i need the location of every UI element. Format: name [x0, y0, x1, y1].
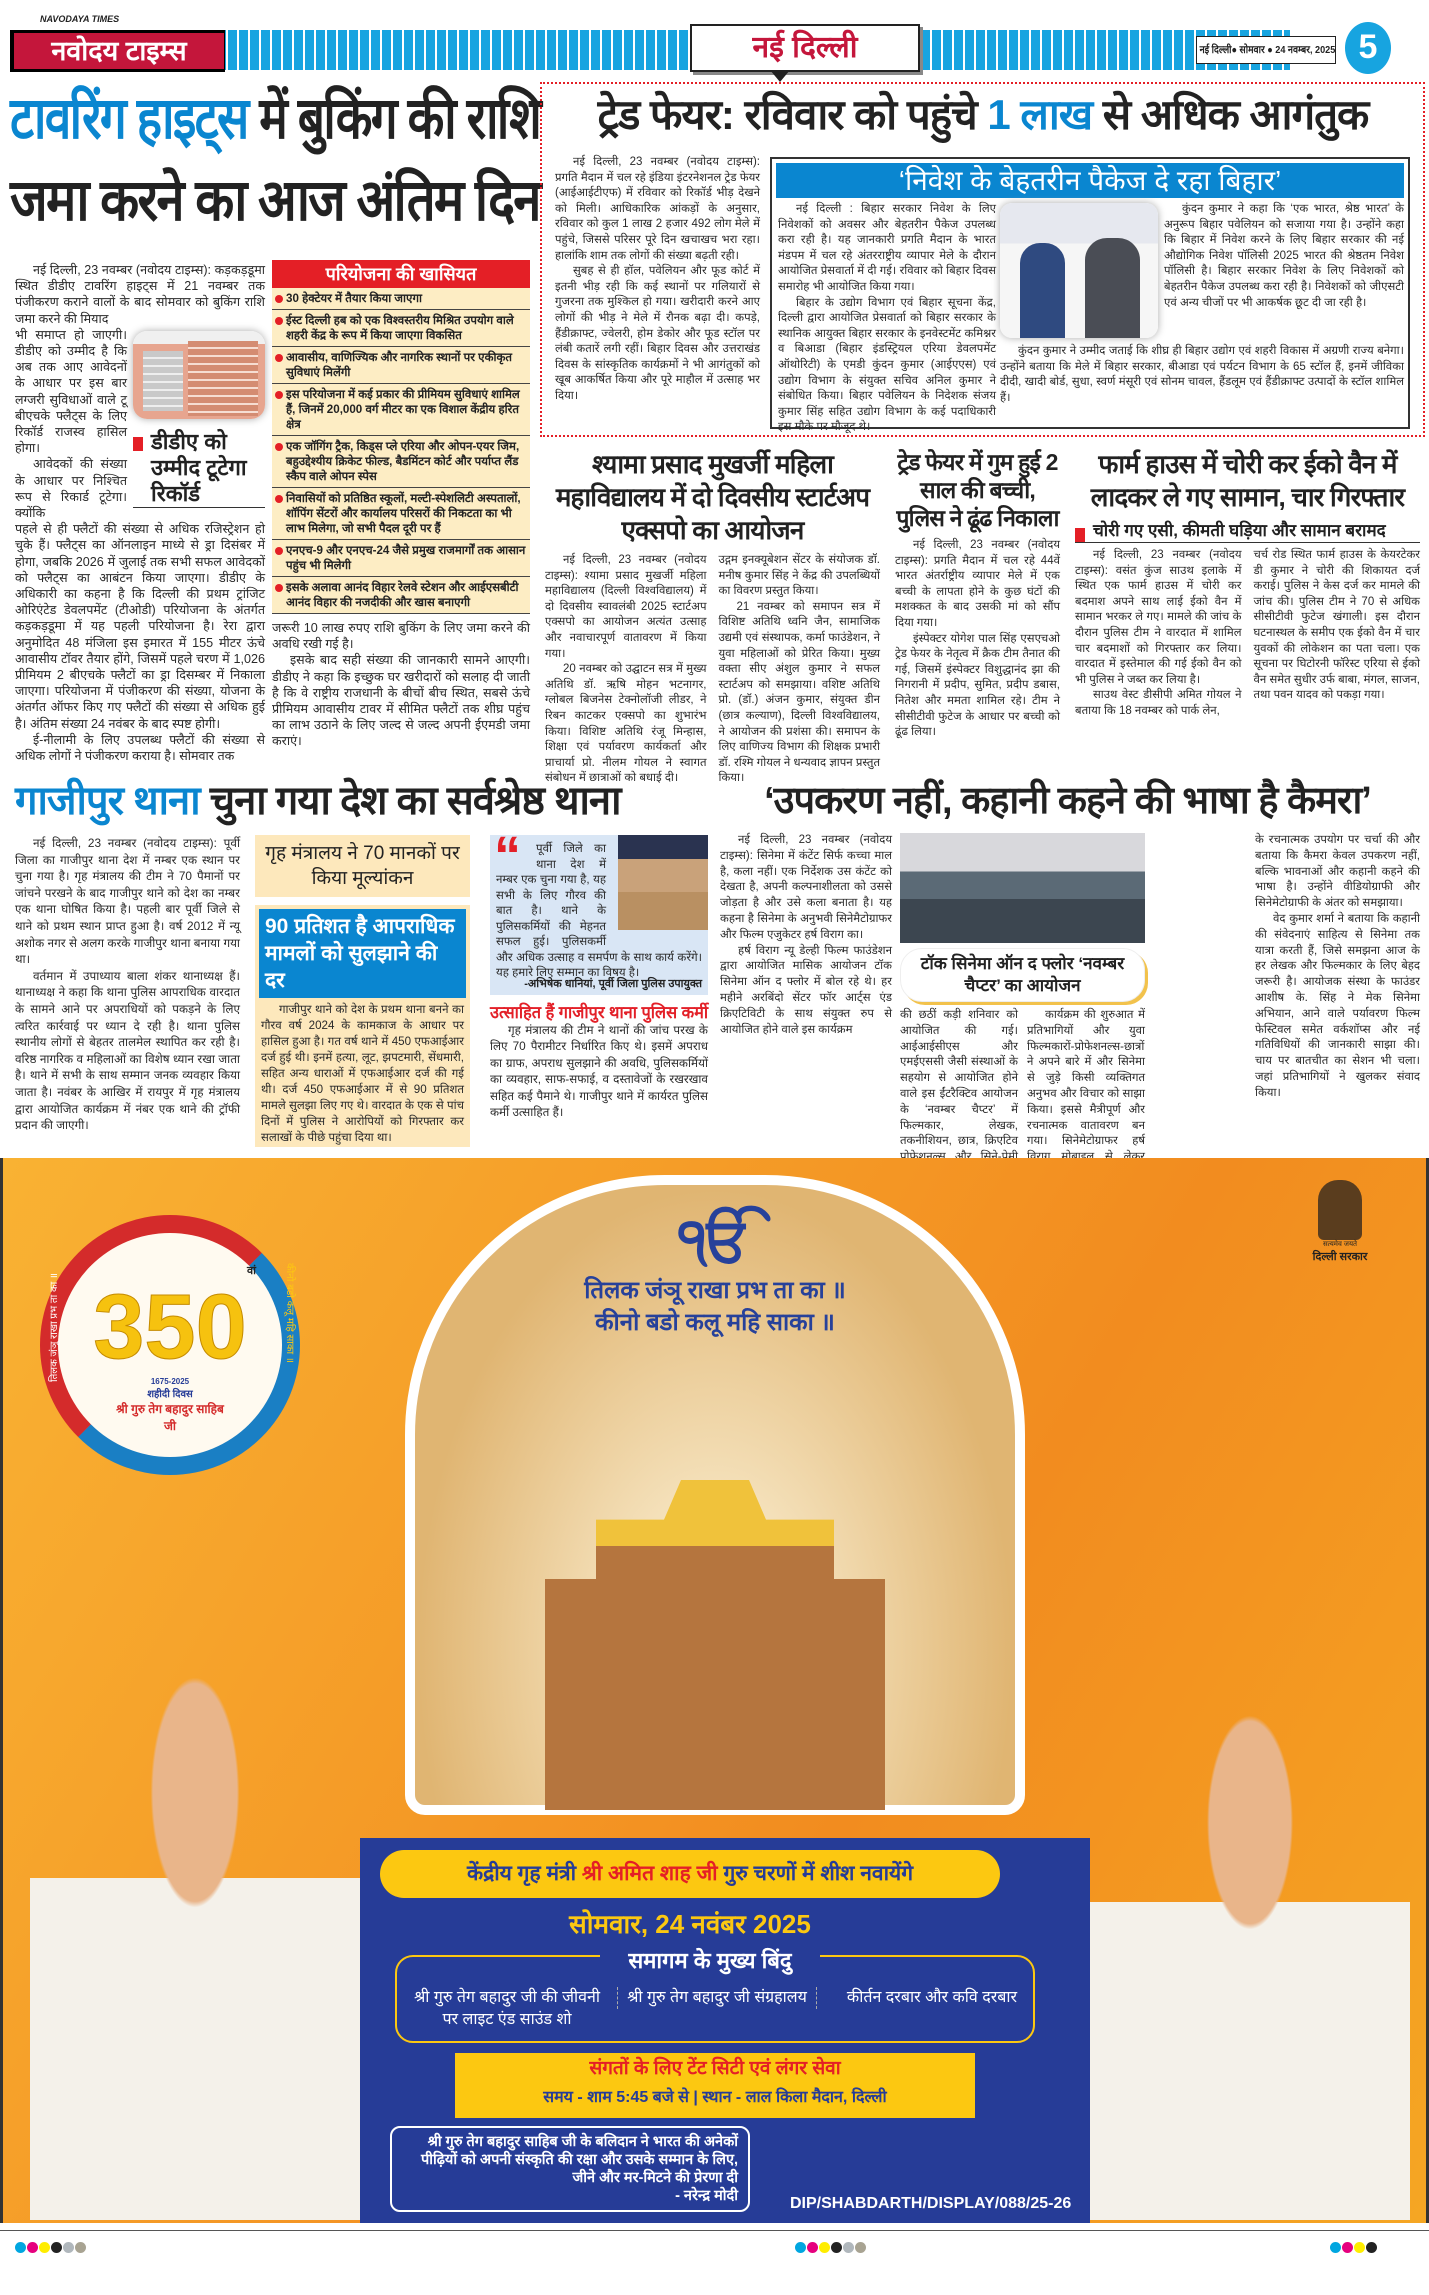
article-text: कुंदन कुमार ने कहा कि ‘एक भारत, श्रेष्ठ भारत’ के अनुरूप बिहार पवेलियन को सजाया गया है। उन्होंने कहा कि बिहार में निवेश करने के लिए बिहार सरकार की नई औद्योगिक निवेश पॉलिसी 2025 भारत की श्रेष्ठतम निवेश पॉलिसी है। बिहार सरकार निवेश के लिए निवेशकों को बेहतरीन पैकेज उपलब्ध करा रही है। निवेशकों को जीएसटी एवं अन्य चीजों पर भी आकर्षक छूट दी जा रही है। — [1164, 203, 1404, 309]
startup-columns — [545, 553, 880, 785]
dateline-box — [1196, 36, 1336, 64]
article-text: के रचनात्मक उपयोग पर चर्चा की और बताया कि कैमरा केवल उपकरण नहीं, बल्कि भावनाओं और कहानी कहने की भाषा है। उन्होंने वीडियोग्राफी और सिनेमेटोग्राफी के अंतर को समझाया। वेद कुमार शर्मा ने बताया कि कहानी की संवेदनाएं साहित्य से सिनेमा तक यात्रा करती हैं, जिसे समझना आज के हर लेखक और फिल्मकार के लिए बेहद जरूरी है। आयोजक संस्था के फाउंडर आशीष के. सिंह ने मेक सिनेमा अभियान, आने वाले पर्यावरण फिल्म फेस्टिवल समेत वर्कशॉप्स और नई गतिविधियों की जानकारी साझा की। चाय पर बातचीत का सेशन भी चला। जहां प्रतिभागियों ने खुलकर संवाद किया। — [1255, 834, 1420, 1099]
minister-photo — [1090, 1690, 1410, 2220]
quote-attribution: -अभिषेक धानियां, पूर्वी जिला पुलिस उपायुक्त — [524, 978, 702, 990]
subhead-farmhouse: चोरी गए एसी, कीमती घड़िया और सामान बरामद — [1075, 520, 1420, 543]
headline-part: से अधिक आगंतुक — [1092, 91, 1369, 138]
city-label: नई दिल्ली — [690, 24, 920, 72]
callout-tail-icon — [770, 70, 790, 82]
article-text: गृह मंत्रालय की टीम ने थानों की जांच परख के लिए 70 पैरामीटर निर्धारित किए थे। इसमें अपराध का ग्राफ, अपराध सुलझाने की अवधि, पुलिसकर्मियों का व्यवहार, साफ-सफाई, व दस्तावेजों के रखरखाव सहित कई पैमाने थे। गाजीपुर थाने में कार्यरत पुलिस कर्मी उत्साहित हैं। — [490, 1023, 708, 1120]
headline-towering — [10, 78, 540, 242]
bihar-event-photo — [1000, 203, 1158, 338]
highlight-item: श्री गुरु तेग बहादुर जी संग्रहालय — [617, 1987, 817, 2009]
headline-ghazipur — [15, 778, 710, 824]
govt-name: दिल्ली सरकार — [1312, 1251, 1368, 1263]
subhead-enthused: उत्साहित हैं गाजीपुर थाना पुलिस कर्मी — [490, 1003, 709, 1022]
towering-media — [133, 327, 265, 521]
headline-part: चुना गया देश का सर्वश्रेष्ठ थाना — [199, 779, 621, 823]
features-box — [272, 260, 530, 614]
highlights-title: समागम के मुख्य बिंदु — [600, 1945, 820, 1975]
color-registration-marks — [1330, 2240, 1378, 2258]
article-text: नई दिल्ली : बिहार सरकार निवेश के लिए निवेशकों को अवसर और बेहतरीन पैकेज उपलब्ध करा रही है। यह जानकारी प्रगति मैदान के भारत मंडपम में चल रहे अंतरराष्ट्रीय व्यापार मेले के दौरान आयोजित प्रेसवार्ता में दी गई। रविवार को बिहार दिवस समारोह भी आयोजित किया गया। बिहार के उद्योग विभाग एवं बिहार सूचना केंद्र, दिल्ली द्वारा आयोजित प्रेसवार्ता को बिहार सरकार के स्थानिक आयुक्त बिहार सरकार के इनवेस्टमेंट कमिश्नर व बिआडा (बिहार इंडस्ट्रियल एरिया डेवलपमेंट ऑथोरिटी) के एमडी कुंदन कुमार (आईएएस) एवं उद्योग विभाग के संयुक्त सचिव अनिल कुमार ने संबोधित किया। बिहार पवेलियन के निदेशक संजय कुमार सिंह सहित उद्योग विभाग के कई पदाधिकारी इस मौके पर मौजूद थे। — [778, 203, 996, 434]
ad-headline-part: गुरु चरणों में शीश नवायेंगे — [717, 1862, 914, 1885]
article-text: नई दिल्ली, 23 नवम्बर (नवोदय टाइम्स): कड़कड़डूमा स्थित डीडीए टावरिंग हाइट्स में 21 नवम्बर तक पंजीकरण कराने वालों के बाद सोमवार को बुकिंग राशि जमा करने की मियाद — [15, 263, 265, 326]
headline-line1 — [10, 78, 541, 160]
towering-left-column — [15, 262, 265, 765]
langar-text: संगतों के लिए टेंट सिटी एवं लंगर सेवा — [589, 2058, 841, 2079]
box-solve-rate — [255, 905, 470, 1147]
callout-talk-cinema: टॉक सिनेमा ऑन द फ्लोर ‘नवम्बर चैप्टर’ का आयोजन — [900, 948, 1145, 1002]
ad-headline-part: केंद्रीय गृह मंत्री — [466, 1862, 582, 1885]
headline-highlight: टावरिंग हाइट्स — [10, 86, 248, 151]
langar-banner — [455, 2053, 975, 2118]
logo-arc-right: कीनो बडो कलू महि साका ॥ — [284, 1263, 295, 1363]
article-text: नई दिल्ली, 23 नवम्बर (नवोदय टाइम्स): सिनेमा में कंटेंट सिर्फ कच्चा माल है, कला नहीं। एक निर्देशक उस कंटेंट को देखता है, अपनी कल्पनाशीलता को उससे जोड़ता है और उसे कला बनाता है। यह कहना है सिनेमा के अनुभवी सिनेमैटोग्राफर और फिल्म एजुकेटर हर्ष विराग का। हर्ष विराग न्यू डेल्ही फिल्म फाउंडेशन द्वारा आयोजित मासिक आयोजन टॉक सिनेमा ऑन द फ्लोर में बोल रहे थे। हर महीने अरबिंदो सेंटर फॉर आर्ट्स एंड क्रिएटिविटी के साथ संयुक्त रुप से आयोजित होने वाले इस कार्यक्रम — [720, 834, 892, 1036]
anniversary-logo — [40, 1215, 300, 1475]
feature-item: एनएच-9 और एनएच-24 जैसे प्रमुख राजमार्गों तक आसान पहुंच भी मिलेगी — [272, 540, 530, 577]
ghazipur-boxes — [255, 835, 470, 1147]
ad-headline-name: श्री अमित शाह जी — [581, 1862, 718, 1885]
pm-quote-text: श्री गुरु तेग बहादुर साहिब जी के बलिदान ने भारत की अनेकों पीढ़ियों को अपनी संस्कृति की रक्षा और उसके सम्मान के लिए, जीने और मर-मिटने की प्रेरणा दी — [421, 2134, 738, 2186]
dateline: नई दिल्ली● सोमवार ● 24 नवम्बर, 2025 — [1199, 44, 1336, 56]
page-number: 5 — [1345, 22, 1391, 74]
headline-tradefair — [548, 84, 1418, 146]
quote-mark-icon: “ — [494, 826, 521, 886]
ad-date: सोमवार, 24 नवंबर 2025 — [569, 1909, 811, 1939]
masthead-band — [85, 30, 1290, 70]
towering-split — [15, 327, 265, 521]
gurbani-line: तिलक जंञू राखा प्रभ ता का ॥ — [584, 1277, 846, 1304]
story-farmhouse — [1075, 448, 1420, 768]
headline-startup: श्यामा प्रसाद मुखर्जी महिला महाविद्यालय में दो दिवसीय स्टार्टअप एक्सपो का आयोजन — [555, 449, 870, 545]
box-text: गाजीपुर थाने को देश के प्रथम थाना बनने का गौरव वर्ष 2024 के कामकाज के आधार पर हासिल हुआ है। गत वर्ष थाने में 450 एफआईआर दर्ज हुई थी। इनमें हत्या, लूट, झपटमारी, सेंधमारी, सहित अन्य धाराओं में एफआईआर दर्ज की गई थी। दर्ज 450 एफआईआर में से 90 प्रतिशत मामले सुलझा लिए गए थे। वारदात के एक से पांच दिनों में पुलिस ने आरोपियों को गिरफ्तार कर सलाखों के पीछे पहुंचा दिया था। — [261, 1003, 464, 1144]
feature-item: ईस्ट दिल्ली हब को एक विश्वस्तरीय मिश्रित उपयोग वाले शहरी केंद्र के रूप में किया जाएगा विकसित — [272, 310, 530, 347]
headline-camera: ‘उपकरण नहीं, कहानी कहने की भाषा है कैमरा’ — [764, 780, 1371, 822]
feature-item: 30 हेक्टेयर में तैयार किया जाएगा — [272, 288, 530, 310]
headline-part: ट्रेड फेयर: रविवार को पहुंचे — [597, 91, 988, 138]
ashoka-emblem-icon — [1318, 1180, 1362, 1240]
features-title: परियोजना की खासियत — [272, 260, 530, 288]
time-venue: समय - शाम 5:45 बजे से | स्थान - लाल किला मैदान, दिल्ली — [543, 2089, 887, 2106]
article-text: नई दिल्ली, 23 नवम्बर (नवोदय टाइम्स): वसंत कुंज साउथ इलाके में स्थित एक फार्म हाउस में चोरी कर बदमाश अपने साथ लाई ईको वैन में सामान भरकर ले गए। मामले की जांच के दौरान पुलिस टीम ने वारदात में शामिल चार बदमाशों को गिरफ्तार कर लिया। वारदात में इस्तेमाल की गई ईको वैन को भी पुलिस ने जब्त कर लिया है। साउथ वेस्ट डीसीपी अमित गोयल ने बताया कि 18 नवम्बर को पार्क लेन, — [1075, 549, 1242, 717]
article-text: जरूरी 10 लाख रुपए राशि बुकिंग के लिए जमा करने की अवधि रखी गई है। इसके बाद सही संख्या की जानकारी सामने आएगी। डीडीए ने कहा कि इच्छुक घर खरीदारों को सलाह दी जाती है कि वे राष्ट्रीय राजधानी के बीचों बीच स्थित, सबसे ऊंचे प्रीमियम आवासीय टावर में सीमित फ्लैटों तक शीघ्र पहुंच का लाभ उठाने के लिए जल्द से जल्द अपनी ईएमडी जमा कराएं। — [272, 621, 530, 749]
feature-item: आवासीय, वाणिज्यिक और नागरिक स्थानों पर एकीकृत सुविधाएं मिलेंगी — [272, 347, 530, 384]
headline-child: ट्रेड फेयर में गुम हुई 2 साल की बच्ची, पुलिस ने ढूंढ निकाला — [896, 449, 1059, 531]
ad-reference: DIP/SHABDARTH/DISPLAY/088/25-26 — [790, 2195, 1072, 2212]
logo-caption: शहीदी दिवस — [147, 1389, 193, 1400]
headline-line2: जमा करने का आज अंतिम दिन — [10, 168, 540, 233]
footer-rule — [0, 2230, 1429, 2231]
article-text: चर्च रोड स्थित फार्म हाउस के केयरटेकर डी कुमार ने चोरी की शिकायत दर्ज कराई। पुलिस ने केस दर्ज कर मामले की जांच की। पुलिस टीम ने 70 से अधिक सीसीटीवी फुटेज खंगाली। इस दौरान घटनास्थल के समीप एक ईको वैन में चार युवकों की लोकेशन का पता चला। एक सूचना पर घिटोरनी फॉरेस्ट एरिया से ईको वैन समेत सुधीर उर्फ बाबा, मंगल, साजन, तथा पवन यादव को पकड़ा गया। — [1253, 549, 1420, 702]
ik-onkar-icon: ੴ — [678, 1206, 752, 1273]
quote-text: पूर्वी जिले का थाना देश में नम्बर एक चुना गया है, यह सभी के लिए गौरव की बात है। थाने के पुलिसकर्मियों की मेहनत सफल हुई। पुलिसकर्मी और अधिक उत्साह व समर्पण के साथ कार्य करेंगे। यह हमारे लिए सम्मान का विषय है। — [496, 842, 702, 979]
article-text: नई दिल्ली, 23 नवम्बर (नवोदय टाइम्स): प्रगति मैदान में चल रहे 44वें भारत अंतर्राष्ट्रीय व्यापार मेले में एक बच्ची के लापता होने के कुछ घंटों की मशक्कत के बाद उसकी मां को सौंप दिया गया। इंस्पेक्टर योगेश पाल सिंह एसएचओ ट्रेड फेयर के नेतृत्व में क्रैक टीम तैनात की गई, जिसमें इंस्पेक्टर विशुद्धानंद झा की निगरानी में प्रदीप, सुमित, प्रदीप डबास, नितेश और ममता शामिल रहे। टीम ने सीसीटीवी फुटेज के आधार पर बच्ची को ढूंढ लिया। — [895, 539, 1060, 739]
pm-quote — [390, 2126, 750, 2212]
pm-quote-author: - नरेन्द्र मोदी — [675, 2188, 738, 2204]
article-text: उद्गम इनक्यूबेशन सेंटर के संयोजक डॉ. मनीष कुमार सिंह ने केंद्र की उपलब्धियों का विवरण प्रस्तुत किया। 21 नवम्बर को समापन सत्र में विशिष्ट अतिथि ध्वनि जैन, सामाजिक उद्यमी एवं संस्थापक, कर्मा फाउंडेशन, ने युवा महिलाओं को प्रेरित किया। मुख्य वक्ता सीए अंशुल कुमार ने सफल स्टार्टअप को समझाया। वशिष्ट अतिथि प्रो. (डॉ.) अंजन कुमार, संयुक्त डीन (छात्र कल्याण), दिल्ली विश्वविद्यालय, ने आयोजन की प्रशंसा की। समापन के लिए वाणिज्य विभाग की शिक्षक प्रभारी डॉ. रश्मि गोयल ने धन्यवाद ज्ञापन प्रस्तुत किया। — [718, 554, 880, 785]
headline-farmhouse: फार्म हाउस में चोरी कर ईको वैन में लादकर ले गए सामान, चार गिरफ्तार — [1090, 449, 1405, 512]
building-photo — [133, 331, 265, 419]
article-text: की छठीं कड़ी शनिवार को आयोजित की गई। आईआईसीएस और एमईएससी जैसी संस्थाओं के सहयोग से आयोजित होने वाले इस ईंटरैक्टिव आयोजन के ‘नवम्बर चैप्टर’ में फिल्मकार, लेखक, तकनीशियन, छात्र, क्रिएटिव — [900, 1009, 1018, 1148]
event-photo — [900, 833, 1145, 943]
highlight-item: श्री गुरु तेग बहादुर जी की जीवनी पर लाइट एंड साउंड शो — [413, 1989, 601, 2028]
gurbani-line: कीनो बडो कलू महि साका ॥ — [595, 1309, 835, 1336]
feature-item: इस परियोजना में कई प्रकार की प्रीमियम सुविधाएं शामिल हैं, जिनमें 20,000 वर्ग मीटर का एक विशाल केंद्रीय हरित क्षेत्र — [272, 384, 530, 436]
article-text: नई दिल्ली, 23 नवम्बर (नवोदय टाइम्स): श्यामा प्रसाद मुखर्जी महिला महाविद्यालय (दिल्ली विश्वविद्यालय) में दो दिवसीय स्वावलंबी 2025 स्टार्टअप एक्सपो का आयोजन अत्यंत उत्साह और नवाचारपूर्ण वातावरण में किया गया। 20 नवम्बर को उद्घाटन सत्र में मुख्य अतिथि डॉ. ऋषि मोहन भटनागर, ग्लोबल बिजनेस टेक्नोलॉजी लीडर, ने रिबन काटकर एक्सपो का शुभारंभ किया। विशिष्ट अतिथि रंजू मिन्हास, शिक्षा एवं पर्यावरण कार्यकर्ता और प्राचार्या प्रो. नीलम गोयल ने स्वागत संबोधन में छात्राओं को बधाई दी। — [545, 554, 707, 785]
towering-right-column — [272, 260, 530, 765]
bihar-headline-bar — [776, 163, 1404, 198]
logo-arc-left: तिलक जंञू राखा प्रभ ता का ॥ — [49, 1273, 60, 1382]
headline-highlight: गाजीपुर थाना — [15, 779, 200, 823]
article-text: नई दिल्ली, 23 नवम्बर (नवोदय टाइम्स): प्रगति मैदान में चल रहे इंडिया इंटरनेशनल ट्रेड फेयर (आईआईटीएफ) में रविवार को रिकॉर्ड भीड़ देखने को मिली। आधिकारिक आंकड़ों के अनुसार, रविवार को कुल 1 लाख 2 हजार 492 लोग मेले में पहुंचे, जिससे परिसर पूरे दिन खचाखच भरा रहा। हालांकि शाम तक लोगों की संख्या बढ़ती रही। सुबह से ही हॉल, पवेलियन और फूड कोर्ट में इतनी भीड़ रही कि कई स्थानों पर गलियारों से गुजरना तक मुश्किल हो गया। खरीदारी करने आए लोगों की भीड़ ने मेले में रौनक बढ़ा दी। कपड़े, हैंडीक्राफ्ट, ज्वेलरी, होम डेकोर और फूड स्टॉल पर लंबी कतारें लगी रहीं। बिहार दिवस और उत्तराखंड दिवस के सांस्कृतिक कार्यक्रमों ने भी आगंतुकों को खूब आकर्षित किया और पूरे माहौल में उत्साह भर दिया। — [555, 156, 760, 402]
headline-part: में बुकिंग की राशि — [247, 86, 541, 151]
farmhouse-columns — [1075, 548, 1420, 768]
logo-suffix: वां — [247, 1265, 256, 1277]
box-evaluation: गृह मंत्रालय ने 70 मानकों पर किया मूल्यांकन — [255, 835, 470, 897]
logo-number: 350 — [93, 1276, 247, 1378]
modi-photo — [30, 1650, 360, 2220]
logo-name: श्री गुरु तेग बहादुर साहिब जी — [116, 1402, 224, 1433]
gurdwara-image — [545, 1480, 885, 1810]
article-text: भी समाप्त हो जाएगी। डीडीए को उम्मीद है कि अब तक आए आवेदनों के आधार पर इस बार लग्जरी सुविधाओं वाले टू बीएचके फ्लैट्स के लिए रिकॉर्ड राजस्व हासिल होगा। आवेदकों की संख्या के आधार पर निश्चित रूप से रिकार्ड टूटेगा। क्योंकि — [15, 327, 127, 521]
highlight-item: कीर्तन दरबार और कवि दरबार — [846, 1989, 1018, 2006]
bihar-headline: ‘निवेश के बेहतरीन पैकेज दे रहा बिहार’ — [898, 165, 1282, 196]
color-registration-marks — [15, 2240, 87, 2258]
story-startup — [545, 448, 880, 785]
box-solve-rate-title: 90 प्रतिशत है आपराधिक मामलों को सुलझाने की दर — [259, 909, 466, 998]
ad-headline — [380, 1850, 1000, 1898]
headline-highlight: 1 लाख — [987, 91, 1093, 138]
story-child — [895, 448, 1060, 768]
brand-logo: नवोदय टाइम्स — [14, 33, 224, 69]
delhi-govt-emblem — [1295, 1180, 1385, 1264]
logo-years: 1675-2025 — [150, 1377, 190, 1386]
feature-item: निवासियों को प्रतिष्ठित स्कूलों, मल्टी-स्पेशलिटी अस्पतालों, शॉपिंग सेंटरों और कार्यालय परिसरों की निकटता का भी लाभ मिलेगा, जो सभी पैदल दूरी पर हैं — [272, 488, 530, 540]
ad-headline-bar — [380, 1850, 1000, 1898]
feature-item: एक जॉगिंग ट्रैक, किड्स प्ले एरिया और ओपन-एयर जिम, बहुउद्देश्यीय क्रिकेट फील्ड, बैडमिंटन कोर्ट और पर्याप्त लैंड स्कैप वाले ओपन स्पेस — [272, 436, 530, 488]
color-registration-marks — [795, 2240, 867, 2258]
officer-photo — [618, 835, 708, 930]
article-text: कार्यक्रम की शुरुआत में प्रतिभागियों और युवा फिल्मकारों-प्रोफेशनल्स-छात्रों ने अपने बारे में और सिनेमा से जुड़े किसी व्यक्तिगत अनुभव और विचार को साझा किया। इससे मैत्रीपूर्ण और रचनात्मक वातावरण बन गया। सिनेमेटोग्राफर हर्ष — [1027, 1009, 1145, 1148]
feature-item: इसके अलावा आनंद विहार रेलवे स्टेशन और आईएसबीटी आनंद विहार की नजदीकी और खास बनाएगी — [272, 577, 530, 614]
article-text: नई दिल्ली, 23 नवम्बर (नवोदय टाइम्स): पूर्वी जिला का गाजीपुर थाना देश में नम्बर एक स्थान पर चुना गया है। गृह मंत्रालय की टीम ने 70 पैमानों पर जांचने परखने के बाद गाजीपुर थाने को देश का नम्बर एक थाना घोषित किया है। पहली बार पूर्वी जिले से थाने को प्रथम स्थान प्राप्त हुआ है। वर्ष 2012 में न्यू अशोक नगर से अलग करके गाजीपुर थाना बनाया गया था। वर्तमान में उपाध्याय बाला शंकर थानाध्यक्ष हैं। थानाध्यक्ष ने कहा कि थाना पुलिस आपराधिक वारदात के सामने आने पर अपराधियों को पकड़ने के लिए त्वरित कार्रवाई पर ध्यान दे रही है। थाना पुलिस स्थानीय लोगों से बेहतर तालमेल स्थापित कर रही है। वरिष्ठ नागरिक व महिलाओं का विशेष ध्यान रखा जाता है। थाने में सभी के साथ सम्मान जनक व्यवहार किया जाता है। नवंबर के आखिर में रायपुर में गृह मंत्रालय द्वारा आयोजित कार्यक्रम में नंबर एक थाने की ट्रॉफी प्रदान की जाएगी। — [15, 836, 240, 1133]
article-text: कुंदन कुमार ने उम्मीद जताई कि शीघ्र ही बिहार उद्योग एवं शहरी विकास में अग्रणी राज्य बनेगा। उन्होंने बताया कि मेले में बिहार सरकार, बीआडा एवं पर्यटन विभाग के 65 स्टॉल हैं, इनमें जीविका दीदी, खादी बोर्ड, सुधा, स्वर्ण मंसूरी एवं सोनम चावल, हैंडलूम एवं हैंडीक्राफ्ट उत्पादों के स्टॉल शामिल हैं। — [1000, 345, 1404, 404]
brand-small: NAVODAYA TIMES — [40, 14, 120, 24]
article-text: पहले से ही फ्लैटों की संख्या से अधिक रजिस्ट्रेशन हो चुके हैं। फ्लैट्स का ऑनलाइन माध्ये से ड्रा दिसंबर में होगा, जबकि 2026 में जुलाई तक सभी सफल आवेदकों को फ्लैट्स का आबंटन किया जाएगा। डीडीए के अधिकारी का कहना है कि दिल्ली की प्रथम ट्रांजिट ओरिएंटेड डेवलपमेंट (टीओडी) परियोजना के अंतर्गत कड़कड़डूमा में यह पहली परियोजना है। रेरा द्वारा अनुमोदित 48 मंजिला इस इमारत में 155 मीटर ऊंचे आवासीय टॉवर तैयार होंगे, जिसमें पहले चरण में 1,026 प्रीमियम 2 बीएचके फ्लैटों का ड्रा दिसम्बर में निकाला जाएगा। परियोजना में पंजीकरण की संख्या, योजना के अंतर्गत ऑफर किए गए फ्लैटों की संख्या से अधिक हुई है। अंतिम संख्या 24 नवंबर के बाद स्पष्ट होगी। ई-नीलामी के लिए उपलब्ध फ्लैटों की संख्या से अधिक लोगों ने पंजीकरण कराया है। सोमवार तक — [15, 522, 265, 764]
emblem-motto: सत्यमेव जयते — [1322, 1241, 1358, 1248]
subhead-dda: डीडीए को उम्मीद टूटेगा रिकॉर्ड — [133, 429, 265, 508]
